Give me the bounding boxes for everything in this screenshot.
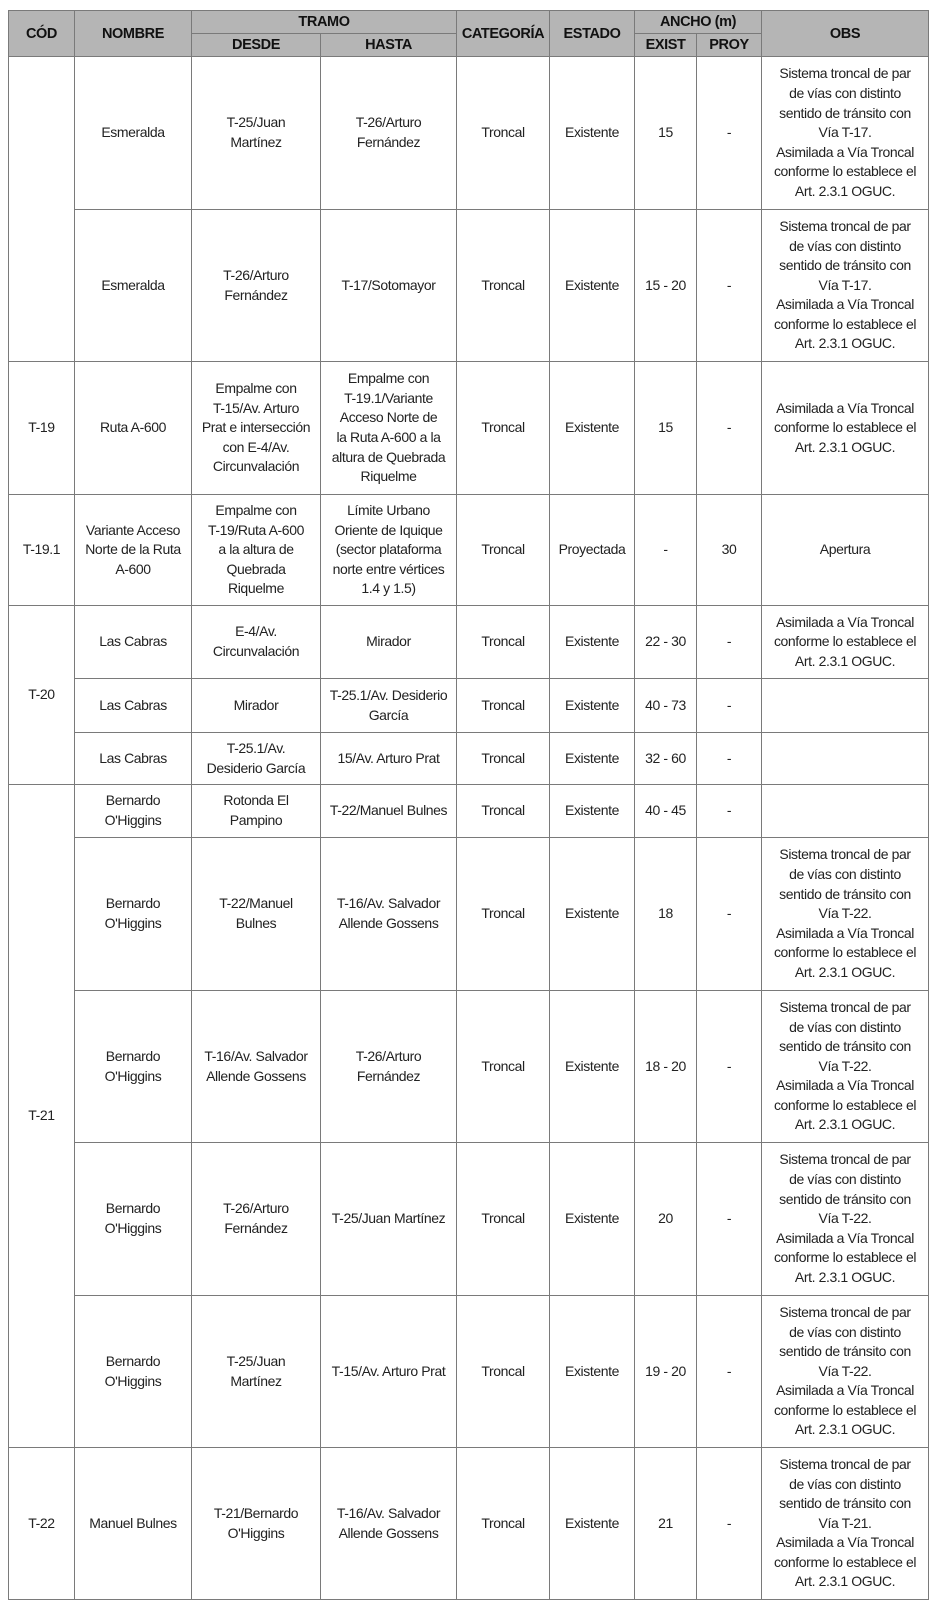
cell-exist: 21 [635, 1448, 697, 1600]
cell-nombre: Variante Acceso Norte de la Ruta A-600 [75, 495, 192, 606]
cell-hasta: Mirador [321, 606, 457, 679]
cell-exist: 15 [635, 57, 697, 210]
cell-desde: T-22/Manuel Bulnes [192, 838, 321, 991]
cell-categoria: Troncal [457, 733, 550, 785]
cell-estado: Existente [550, 733, 635, 785]
table-row [9, 606, 929, 679]
cell-hasta: T-17/Sotomayor [321, 210, 457, 362]
cell-estado: Existente [550, 1448, 635, 1600]
cell-exist: 40 - 73 [635, 679, 697, 733]
cell-hasta: 15/Av. Arturo Prat [321, 733, 457, 785]
cell-proy: - [697, 606, 762, 679]
cell-hasta: T-25.1/Av. Desiderio García [321, 679, 457, 733]
cell-cod [9, 57, 75, 362]
cell-nombre: Bernardo O'Higgins [75, 785, 192, 838]
cell-nombre: Esmeralda [75, 57, 192, 210]
table-row [9, 733, 929, 785]
cell-obs: Sistema troncal de par de vías con distinto sentido de tránsito con Vía T-22. Asimilada a Vía Troncal conforme lo establece el Art. 2.3.1 OGUC. [762, 991, 929, 1143]
cell-exist: 22 - 30 [635, 606, 697, 679]
cell-obs: Sistema troncal de par de vías con distinto sentido de tránsito con Vía T-17. Asimilada a Vía Troncal conforme lo establece el Art. 2.3.1 OGUC. [762, 57, 929, 210]
cell-nombre: Bernardo O'Higgins [75, 1143, 192, 1296]
cell-categoria: Troncal [457, 679, 550, 733]
cell-cod: T-19.1 [9, 495, 75, 606]
header-exist: EXIST [635, 34, 697, 57]
cell-categoria: Troncal [457, 495, 550, 606]
cell-categoria: Troncal [457, 1143, 550, 1296]
cell-nombre: Bernardo O'Higgins [75, 838, 192, 991]
cell-hasta: Límite Urbano Oriente de Iquique (sector plataforma norte entre vértices 1.4 y 1.5) [321, 495, 457, 606]
cell-obs: Asimilada a Vía Troncal conforme lo establece el Art. 2.3.1 OGUC. [762, 362, 929, 495]
table-row [9, 210, 929, 362]
cell-hasta: T-26/Arturo Fernández [321, 57, 457, 210]
cell-obs: Apertura [762, 495, 929, 606]
cell-exist: 40 - 45 [635, 785, 697, 838]
cell-cod: T-21 [9, 785, 75, 1448]
cell-proy: - [697, 210, 762, 362]
cell-exist: 20 [635, 1143, 697, 1296]
cell-estado: Existente [550, 1296, 635, 1448]
cell-desde: T-16/Av. Salvador Allende Gossens [192, 991, 321, 1143]
cell-desde: T-26/Arturo Fernández [192, 1143, 321, 1296]
cell-exist: 18 [635, 838, 697, 991]
table-header [9, 11, 929, 57]
cell-nombre: Ruta A-600 [75, 362, 192, 495]
cell-obs: Sistema troncal de par de vías con distinto sentido de tránsito con Vía T-17. Asimilada a Vía Troncal conforme lo establece el Art. 2.3.1 OGUC. [762, 210, 929, 362]
cell-estado: Existente [550, 838, 635, 991]
cell-nombre: Bernardo O'Higgins [75, 1296, 192, 1448]
table-row [9, 1448, 929, 1600]
cell-hasta: T-15/Av. Arturo Prat [321, 1296, 457, 1448]
cell-categoria: Troncal [457, 785, 550, 838]
cell-obs [762, 679, 929, 733]
cell-estado: Existente [550, 57, 635, 210]
header-ancho: ANCHO (m) [635, 11, 762, 34]
cell-desde: T-26/Arturo Fernández [192, 210, 321, 362]
cell-categoria: Troncal [457, 210, 550, 362]
cell-proy: - [697, 1296, 762, 1448]
cell-exist: - [635, 495, 697, 606]
cell-obs [762, 733, 929, 785]
cell-categoria: Troncal [457, 362, 550, 495]
cell-proy: - [697, 785, 762, 838]
cell-cod: T-19 [9, 362, 75, 495]
cell-desde: Empalme con T-15/Av. Arturo Prat e intersección con E-4/Av. Circunvalación [192, 362, 321, 495]
cell-estado: Proyectada [550, 495, 635, 606]
header-proy: PROY [697, 34, 762, 57]
cell-nombre: Las Cabras [75, 733, 192, 785]
cell-nombre: Manuel Bulnes [75, 1448, 192, 1600]
cell-categoria: Troncal [457, 1296, 550, 1448]
cell-proy: - [697, 362, 762, 495]
cell-proy: - [697, 57, 762, 210]
cell-exist: 15 - 20 [635, 210, 697, 362]
header-cod: CÓD [9, 11, 75, 57]
cell-exist: 32 - 60 [635, 733, 697, 785]
table-row [9, 1143, 929, 1296]
cell-categoria: Troncal [457, 991, 550, 1143]
table-row [9, 991, 929, 1143]
header-tramo: TRAMO [192, 11, 457, 34]
cell-obs: Sistema troncal de par de vías con distinto sentido de tránsito con Vía T-22. Asimilada a Vía Troncal conforme lo establece el Art. 2.3.1 OGUC. [762, 838, 929, 991]
cell-estado: Existente [550, 362, 635, 495]
cell-proy: 30 [697, 495, 762, 606]
cell-nombre: Bernardo O'Higgins [75, 991, 192, 1143]
cell-proy: - [697, 679, 762, 733]
road-table [8, 10, 929, 1600]
cell-desde: Rotonda El Pampino [192, 785, 321, 838]
cell-categoria: Troncal [457, 838, 550, 991]
cell-estado: Existente [550, 606, 635, 679]
cell-desde: T-25/Juan Martínez [192, 1296, 321, 1448]
cell-proy: - [697, 838, 762, 991]
cell-hasta: T-25/Juan Martínez [321, 1143, 457, 1296]
cell-desde: Mirador [192, 679, 321, 733]
cell-obs: Asimilada a Vía Troncal conforme lo establece el Art. 2.3.1 OGUC. [762, 606, 929, 679]
table-row [9, 785, 929, 838]
header-categoria: CATEGORÍA [457, 11, 550, 57]
cell-hasta: T-16/Av. Salvador Allende Gossens [321, 1448, 457, 1600]
header-obs: OBS [762, 11, 929, 57]
cell-estado: Existente [550, 785, 635, 838]
header-estado: ESTADO [550, 11, 635, 57]
cell-obs [762, 785, 929, 838]
cell-proy: - [697, 1143, 762, 1296]
cell-estado: Existente [550, 1143, 635, 1296]
cell-cod: T-20 [9, 606, 75, 785]
table-row [9, 1296, 929, 1448]
cell-hasta: Empalme con T-19.1/Variante Acceso Norte de la Ruta A-600 a la altura de Quebrada Riquelme [321, 362, 457, 495]
cell-estado: Existente [550, 679, 635, 733]
table-row [9, 495, 929, 606]
header-nombre: NOMBRE [75, 11, 192, 57]
table-row [9, 679, 929, 733]
cell-categoria: Troncal [457, 606, 550, 679]
cell-exist: 18 - 20 [635, 991, 697, 1143]
header-desde: DESDE [192, 34, 321, 57]
cell-desde: E-4/Av. Circunvalación [192, 606, 321, 679]
table-row [9, 838, 929, 991]
cell-desde: T-25/Juan Martínez [192, 57, 321, 210]
header-hasta: HASTA [321, 34, 457, 57]
cell-exist: 15 [635, 362, 697, 495]
cell-proy: - [697, 991, 762, 1143]
cell-cod: T-22 [9, 1448, 75, 1600]
cell-desde: T-25.1/Av. Desiderio García [192, 733, 321, 785]
cell-exist: 19 - 20 [635, 1296, 697, 1448]
cell-desde: T-21/Bernardo O'Higgins [192, 1448, 321, 1600]
cell-nombre: Las Cabras [75, 606, 192, 679]
cell-desde: Empalme con T-19/Ruta A-600 a la altura de Quebrada Riquelme [192, 495, 321, 606]
cell-estado: Existente [550, 210, 635, 362]
cell-obs: Sistema troncal de par de vías con distinto sentido de tránsito con Vía T-21. Asimilada a Vía Troncal conforme lo establece el Art. 2.3.1 OGUC. [762, 1448, 929, 1600]
cell-hasta: T-22/Manuel Bulnes [321, 785, 457, 838]
cell-proy: - [697, 733, 762, 785]
cell-obs: Sistema troncal de par de vías con distinto sentido de tránsito con Vía T-22. Asimilada a Vía Troncal conforme lo establece el Art. 2.3.1 OGUC. [762, 1296, 929, 1448]
table-body [9, 57, 929, 1600]
cell-nombre: Las Cabras [75, 679, 192, 733]
cell-nombre: Esmeralda [75, 210, 192, 362]
cell-obs: Sistema troncal de par de vías con distinto sentido de tránsito con Vía T-22. Asimilada a Vía Troncal conforme lo establece el Art. 2.3.1 OGUC. [762, 1143, 929, 1296]
cell-hasta: T-16/Av. Salvador Allende Gossens [321, 838, 457, 991]
cell-estado: Existente [550, 991, 635, 1143]
cell-categoria: Troncal [457, 1448, 550, 1600]
table-row [9, 57, 929, 210]
cell-proy: - [697, 1448, 762, 1600]
cell-hasta: T-26/Arturo Fernández [321, 991, 457, 1143]
cell-categoria: Troncal [457, 57, 550, 210]
table-row [9, 362, 929, 495]
